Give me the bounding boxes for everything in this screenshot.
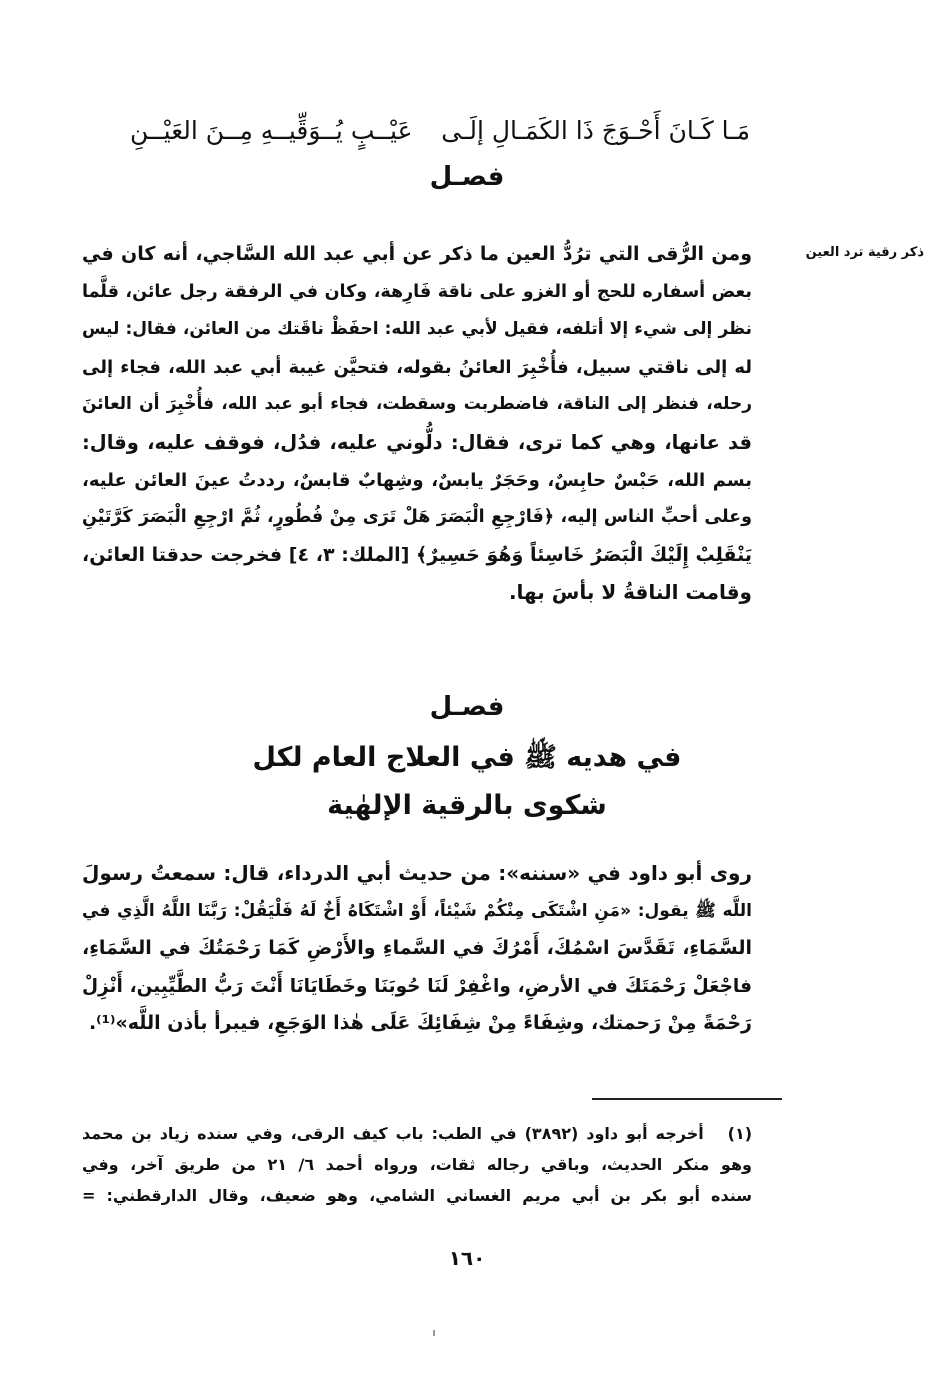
text-line: قد عانها، وهي كما ترى، فقال: دلُّوني عليه، فدُل، فوقف عليه، وقال: — [82, 430, 752, 454]
text-line: بعض أسفاره للحج أو الغزو على ناقة فَارِهة، وكان في الرفقة رجل عائن، قلَّما — [82, 281, 752, 302]
hadith-paragraph — [82, 855, 752, 1043]
text-line: وعلى أحبِّ الناس إليه، ﴿فَارْجِعِ الْبَصَرَ هَلْ تَرَى مِنْ فُطُورٍ، ثُمَّ ارْجِعِ الْبَصَرَ كَرَّتَيْنِ — [82, 507, 752, 528]
text-line: رحله، فنظر إلى الناقة، فاضطربت وسقطت، فجاء أبو عبد الله، فأُخْبِرَ أن العائنَ — [82, 394, 752, 415]
page-number: ١٦٠ — [448, 1246, 486, 1270]
section-subtitle: في هديه ﷺ في العلاج العام لكل — [252, 742, 682, 773]
text-line: وقامت الناقةُ لا بأسَ بها. — [508, 580, 752, 605]
text-line: اللَّه ﷺ يقول: «مَنِ اشْتَكَى مِنْكُمْ شَيْئاً، أَوْ اشْتَكَاهُ أَخٌ لَهُ فَلْيَقُلْ: رَبَّنَا اللَّهُ الَّذِي في — [82, 900, 752, 921]
text-line: نظر إلى شيء إلا أتلفه، فقيل لأبي عبد الله: احفَظْ ناقَتك من العائن، فقال: ليس — [82, 319, 752, 340]
poetry-verse — [130, 110, 750, 150]
footnote-line: سنده أبو بكر بن أبي مريم الغساني الشامي، وهو ضعيف، وقال الدارقطني: = — [82, 1186, 752, 1205]
section-heading: فصـل — [429, 692, 505, 722]
footnote-line: وهو منكر الحديث، وباقي رجاله ثقات، ورواه أحمد ٦/ ٢١ من طريق آخر، وفي — [82, 1155, 753, 1174]
footnote-text: أخرجه أبو داود (٣٨٩٢) في الطب: باب كيف الرقى، وفي سنده زياد بن محمد — [82, 1124, 704, 1143]
section-paragraph — [82, 236, 752, 612]
margin-note: ذكر رقية ترد العين — [805, 245, 924, 260]
text-line: يَنْقَلِبْ إِلَيْكَ الْبَصَرُ خَاسِئاً وَهُوَ حَسِيرٌ﴾ [الملك: ٣، ٤] فخرجت حدقتا العائن، — [82, 543, 752, 566]
footnote-divider — [592, 1098, 782, 1100]
text-line: رَحْمَةً مِنْ رَحمتك، وشِفَاءً مِنْ شِفَائِكَ عَلَى هٰذا الوَجَعِ، فيبرأ بأذن اللَّه»⁽¹⁾. — [88, 1012, 752, 1035]
footnote-marker: (١) — [727, 1124, 753, 1143]
footnote-line — [82, 1118, 752, 1149]
verse-second-hemistich: عَيْــبٍ يُــوَقِّيــهِ مِــنَ العَيْــنِ — [130, 115, 413, 145]
text-line: السَّمَاءِ، تَقَدَّسَ اسْمُكَ، أَمْرُكَ في السَّماءِ والأَرْضِ كَمَا رَحْمَتُكَ في السَّمَاءِ، — [82, 937, 752, 960]
text-line: بسم الله، حَبْسٌ حابِسٌ، وحَجَرٌ يابسٌ، وشِهابٌ قابسٌ، رددتُ عينَ العائن عليه، — [82, 469, 752, 491]
verse-first-hemistich: مَـا كَـانَ أَحْـوَجَ ذَا الكَمَـالِ إلَـى — [441, 115, 750, 145]
text-line: روى أبو داود في «سننه»: من حديث أبي الدرداء، قال: سمعتُ رسولَ — [82, 861, 752, 885]
scan-speck — [433, 1330, 435, 1336]
section-heading: فصـل — [429, 162, 505, 192]
section-subtitle: شكوى بالرقية الإلهٰية — [327, 790, 607, 821]
footnote — [82, 1118, 752, 1211]
text-line: له إلى ناقتي سبيل، فأُخْبِرَ العائنُ بقوله، فتحيَّن غيبة أبي عبد الله، فجاء إلى — [82, 356, 752, 378]
text-line: ومن الرُّقى التي ترُدُّ العين ما ذكر عن أبي عبد الله السَّاجي، أنه كان في — [82, 243, 752, 265]
text-line: فاجْعَلْ رَحْمَتَكَ في الأرضِ، واغْفِرْ لَنَا حُوبَنَا وخَطَايَانَا أَنْتَ رَبُّ الطَّيِّبِين، أَنْزِلْ — [82, 975, 752, 997]
